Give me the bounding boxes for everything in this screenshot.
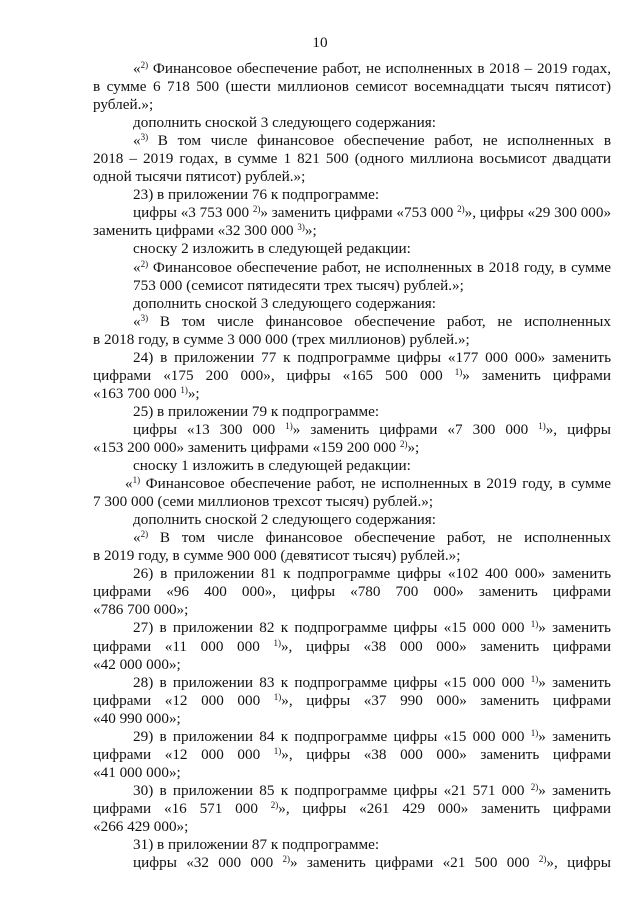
text-line [93,800,611,818]
footnote-marker: 2) [140,529,149,540]
text-run: «266 429 000»; [93,817,189,835]
text-line [93,78,611,96]
text-line [93,385,611,403]
text-line [93,674,611,692]
text-run: », цифры «37 990 000» заменить цифрами [281,691,612,709]
text-line [93,656,611,674]
text-line [93,168,611,186]
footnote-marker: 1) [285,420,293,431]
text-line [93,403,611,421]
text-line [93,565,611,583]
text-line [93,782,611,800]
footnote-marker: 1) [530,673,539,684]
text-run: дополнить сноской 3 следующего содержания: [133,114,436,132]
footnote-marker: 2) [140,60,149,70]
text-line [93,313,611,331]
text-line [93,710,611,728]
footnote-marker: 1) [180,384,188,395]
text-run: 28) в приложении 83 к подпрограмме цифры «15 000 000 [133,673,531,691]
text-run: цифры «3 753 000 [133,204,253,222]
text-run: цифрами «175 200 000», цифры «165 500 000 [93,366,455,384]
text-run: », цифры «38 000 000» заменить цифрами [280,637,611,655]
text-run: Финансовое обеспечение работ, не исполненных в 2018 году, в сумме [148,258,611,276]
text-line [93,277,611,295]
text-run: дополнить сноской 3 следующего содержания: [133,294,436,312]
text-line [93,583,611,601]
text-line [93,818,611,836]
text-run: 30) в приложении 85 к подпрограмме цифры «21 571 000 [133,781,531,799]
text-run: В том числе финансовое обеспечение работ, не исполненных [148,529,611,547]
text-line [93,259,611,277]
footnote-marker: 1) [273,637,281,648]
text-line [93,457,611,475]
text-run: »; [187,384,200,402]
text-run: сноску 1 изложить в следующей редакции: [133,457,411,475]
text-run: В том числе финансовое обеспечение работ, не исполненных в [148,132,611,150]
text-run: », цифры [546,854,611,872]
text-line [93,96,611,114]
text-run: В том числе финансовое обеспечение работ, не исполненных [148,312,611,330]
text-run: рублей.»; [93,96,154,114]
text-line [93,150,611,168]
text-run: заменить цифрами «32 300 000 [93,222,298,240]
text-run: «153 200 000» заменить цифрами «159 200 000 [93,438,400,456]
text-line [93,222,611,240]
text-run: цифры «32 000 000 [133,854,283,872]
footnote-marker: 1) [273,691,282,702]
text-run: », цифры «261 429 000» заменить цифрами [278,799,611,817]
footnote-marker: 2) [282,854,290,865]
text-line [93,295,611,313]
text-run: » заменить [538,673,611,691]
text-run: » заменить [538,727,611,745]
footnote-marker: 2) [530,781,539,792]
text-run: цифры «13 300 000 [133,420,286,438]
text-run: «41 000 000»; [93,763,181,781]
text-run: «42 000 000»; [93,655,181,673]
text-run: цифрами «12 000 000 [93,691,274,709]
footnote-marker: 1) [273,745,282,756]
text-run: » заменить цифрами «21 500 000 [289,854,539,872]
text-run: », цифры «38 000 000» заменить цифрами [281,745,612,763]
text-run: в 2019 году, в сумме 900 000 (девятисот тысяч) рублей.»; [93,547,461,565]
text-run: « [125,475,133,493]
text-line [93,349,611,367]
text-run: цифрами «96 400 000», цифры «780 700 000» заменить цифрами [93,583,611,601]
footnote-marker: 2) [270,799,279,810]
text-line [93,692,611,710]
text-run: » заменить [538,781,611,799]
text-line [93,493,611,511]
text-run: «163 700 000 [93,384,181,402]
footnote-marker: 1) [538,420,546,431]
text-line [93,547,611,565]
text-line [93,746,611,764]
text-run: 2018 – 2019 годах, в сумме 1 821 500 (одного миллиона восьмисот двадцати [93,150,611,168]
text-run: » заменить цифрами [462,366,611,384]
footnote-marker: 2) [140,258,149,269]
footnote-marker: 1) [454,366,463,377]
text-run: в 2018 году, в сумме 3 000 000 (трех миллионов) рублей.»; [93,330,470,348]
text-run: », цифры [545,420,611,438]
text-line [93,132,611,150]
footnote-marker: 1) [530,619,539,630]
text-line [93,529,611,547]
text-line [93,204,611,222]
text-line [93,439,611,457]
footnote-marker: 3) [297,222,305,233]
text-run: 7 300 000 (семи миллионов трехсот тысяч) рублей.»; [93,493,434,511]
text-line [93,331,611,349]
text-line [93,511,611,529]
footnote-marker: 3) [140,312,149,323]
text-line [93,764,611,782]
text-run: 23) в приложении 76 к подпрограмме: [133,186,380,204]
text-run: » заменить [538,619,611,637]
text-run: 26) в приложении 81 к подпрограмме цифры «102 400 000» заменить [133,565,611,583]
text-run: » заменить цифрами «7 300 000 [292,420,539,438]
footnote-marker: 3) [140,132,149,143]
footnote-marker: 1) [530,727,539,738]
text-run: одной тысячи пятисот) рублей.»; [93,168,306,186]
text-run: 31) в приложении 87 к подпрограмме: [133,836,380,854]
footnote-marker: 2) [399,438,408,449]
text-run: Финансовое обеспечение работ, не исполненных в 2019 году, в сумме [140,475,611,493]
text-line [93,475,611,493]
footnote-marker: 2) [252,204,261,215]
text-run: цифрами «16 571 000 [93,799,271,817]
text-line [93,854,611,872]
page-number: 10 [312,34,328,51]
text-run: « [133,312,141,330]
text-run: « [133,60,141,77]
text-run: »; [304,222,317,240]
text-line [93,638,611,656]
document-body [93,60,611,872]
text-line [93,367,611,385]
text-run: « [133,132,141,150]
footnote-marker: 1) [132,475,141,486]
text-run: 753 000 (семисот пятидесяти трех тысяч) рублей.»; [133,276,464,294]
text-run: « [133,529,141,547]
text-run: цифрами «12 000 000 [93,745,274,763]
text-run: »; [407,438,420,456]
text-line [93,836,611,854]
text-run: Финансовое обеспечение работ, не исполненных в 2018 – 2019 годах, [148,60,611,77]
text-line [93,60,611,78]
text-run: 25) в приложении 79 к подпрограмме: [133,402,380,420]
text-run: » заменить цифрами «753 000 [260,204,458,222]
text-run: « [133,258,141,276]
text-run: 29) в приложении 84 к подпрограмме цифры «15 000 000 [133,727,531,745]
text-run: в сумме 6 718 500 (шести миллионов семисот восемнадцати тысяч пятисот) [93,78,611,96]
text-line [93,728,611,746]
footnote-marker: 2) [538,854,547,865]
text-run: », цифры «29 300 000» [464,204,612,222]
text-line [93,601,611,619]
text-line [93,619,611,637]
text-run: 27) в приложении 82 к подпрограмме цифры «15 000 000 [133,619,531,637]
text-run: «786 700 000»; [93,601,189,619]
text-line [93,186,611,204]
footnote-marker: 2) [457,204,465,215]
text-run: «40 990 000»; [93,709,181,727]
text-line [93,114,611,132]
text-line [93,240,611,258]
text-run: дополнить сноской 2 следующего содержания: [133,511,436,529]
text-run: сноску 2 изложить в следующей редакции: [133,240,411,258]
text-run: цифрами «11 000 000 [93,637,274,655]
text-run: 24) в приложении 77 к подпрограмме цифры «177 000 000» заменить [133,348,611,366]
text-line [93,421,611,439]
